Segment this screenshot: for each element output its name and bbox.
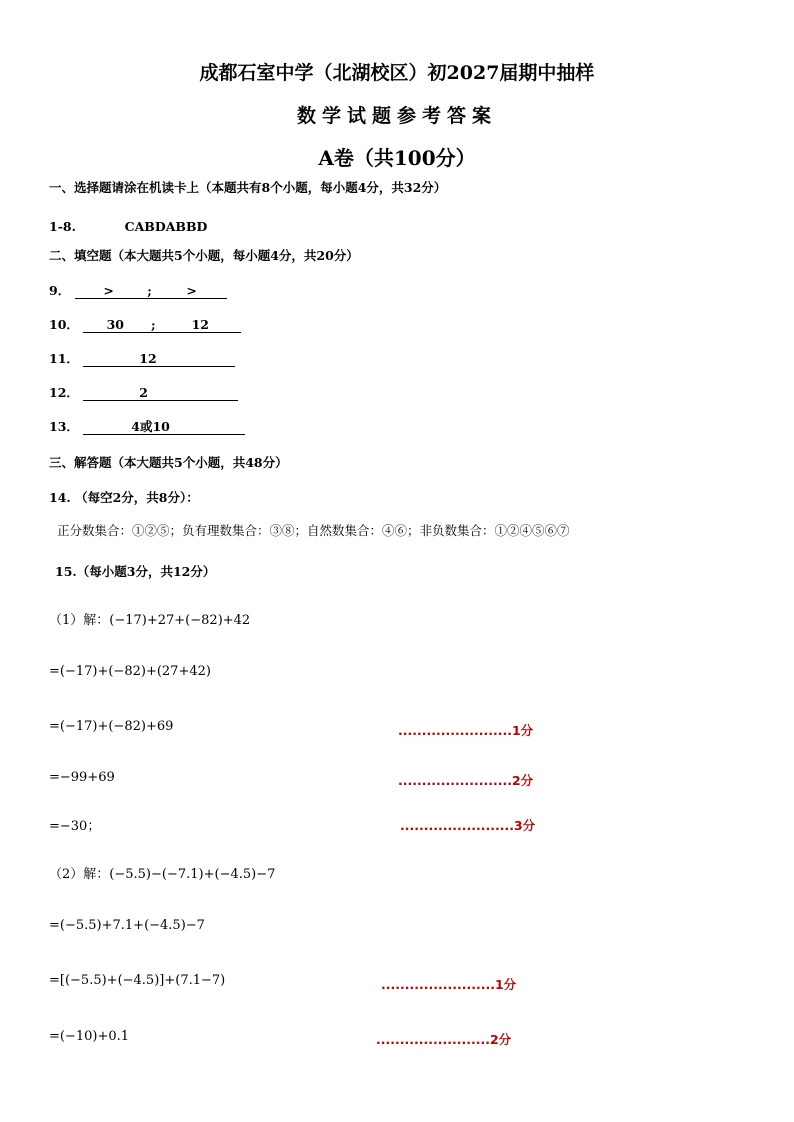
part1-line-1 — [49, 609, 250, 628]
part2-line-1 — [49, 863, 275, 882]
fill-item-9 — [49, 281, 227, 299]
item-number: 13． — [49, 419, 79, 434]
part1-score-3: ........................3分 — [400, 818, 536, 833]
part1-line-2: =(−17)+(−82)+(27+42) — [49, 664, 211, 679]
answer-blank: 2 — [83, 385, 238, 401]
section1-heading: 一、选择题请涂在机读卡上（本题共有8个小题，每小题4分，共32分） — [49, 180, 447, 195]
answer-blank: > — [157, 283, 227, 299]
part2-line-4: =(−10)+0.1 — [49, 1029, 130, 1044]
answer-blank: 12 — [159, 317, 241, 333]
mc-answers: CABDABBD — [124, 219, 208, 234]
answer-separator: ; — [147, 317, 159, 333]
item-number: 9． — [49, 283, 71, 298]
document-title: 成都石室中学（北湖校区）初2027届期中抽样 — [199, 62, 595, 84]
part2-line-2: =(−5.5)+7.1+(−4.5)−7 — [49, 918, 205, 933]
fill-item-13 — [49, 417, 245, 435]
mc-answers-label: 1-8. — [49, 219, 76, 234]
item-number: 12． — [49, 385, 79, 400]
answer-blank: > — [75, 283, 143, 299]
part1-prefix: （1）解： — [49, 613, 110, 628]
answer-blank: 4或10 — [83, 419, 245, 435]
part2-score-2: ........................2分 — [376, 1032, 512, 1047]
answer-separator: ; — [143, 283, 157, 299]
document-subtitle: 数学试题参考答案 — [296, 105, 497, 127]
q14-sets-answer: 正分数集合：①②⑤；负有理数集合：③⑧；自然数集合：④⑥；非负数集合：①②④⑤⑥⑦ — [57, 523, 570, 538]
part1-line-3: =(−17)+(−82)+69 — [49, 719, 174, 734]
part2-expression: (−5.5)−(−7.1)+(−4.5)−7 — [109, 867, 276, 882]
section2-heading: 二、填空题（本大题共5个小题，每小题4分，共20分） — [49, 248, 359, 263]
part2-prefix: （2）解： — [49, 867, 110, 882]
item-number: 10． — [49, 317, 79, 332]
part2-score-1: ........................1分 — [381, 977, 517, 992]
part1-score-2: ........................2分 — [398, 773, 534, 788]
mc-answers-row — [49, 219, 207, 234]
item-number: 11． — [49, 351, 79, 366]
volume-heading: A卷（共100分） — [318, 146, 476, 170]
q15-label: 15.（每小题3分，共12分） — [55, 564, 216, 579]
fill-item-12 — [49, 383, 238, 401]
section3-heading: 三、解答题（本大题共5个小题，共48分） — [49, 455, 288, 470]
part2-line-3: =[(−5.5)+(−4.5)]+(7.1−7) — [49, 973, 226, 988]
part1-line-5: =−30； — [49, 819, 101, 834]
fill-item-11 — [49, 349, 235, 367]
q14-label: 14. （每空2分，共8分）： — [49, 490, 199, 505]
answer-blank: 12 — [83, 351, 235, 367]
fill-item-10 — [49, 315, 241, 333]
part1-line-4: =−99+69 — [49, 770, 115, 785]
part1-expression: (−17)+27+(−82)+42 — [109, 613, 251, 628]
part1-score-1: ........................1分 — [398, 723, 534, 738]
answer-blank: 30 — [83, 317, 147, 333]
